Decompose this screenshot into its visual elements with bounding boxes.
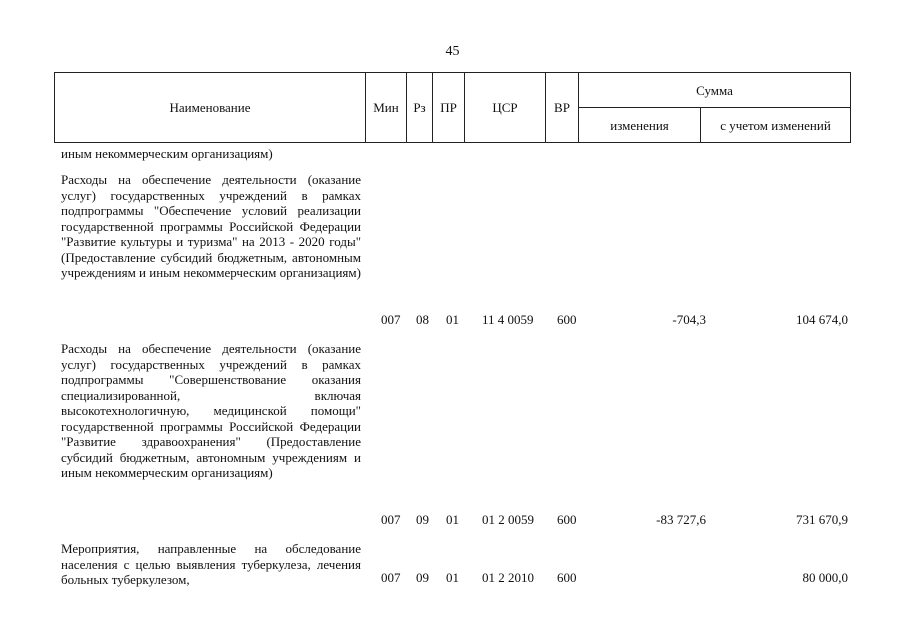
row-total: 104 674,0 [796,312,848,327]
header-change: изменения [579,108,701,143]
row-name: иным некоммерческим организациям) [61,146,273,161]
row-name: Мероприятия, направленные на обследование населения с целью выявления туберкулеза, лечения больных туберкулезом, [61,541,361,587]
row-vr: 600 [557,512,577,527]
header-min: Мин [366,73,407,143]
row-csr: 11 4 0059 [482,312,534,327]
row-min: 007 [381,570,401,585]
header-total: с учетом изменений [701,108,851,143]
row-pr: 01 [446,512,459,527]
row-total: 731 670,9 [796,512,848,527]
header-pr: ПР [433,73,465,143]
row-rz: 09 [416,570,429,585]
header-vr: ВР [546,73,579,143]
row-min: 007 [381,312,401,327]
header-rz: Рз [407,73,433,143]
row-csr: 01 2 0059 [482,512,534,527]
row-name: Расходы на обеспечение деятельности (оказание услуг) государственных учреждений в рамках подпрограммы "Совершенствование оказания специализированной, включая высокотехнологичную, медицинской помощи" государственной программы Российской Федерации "Развитие здравоохранения" (Предоставление субсидий бюджетным, автономным учреждениям и иным некоммерческим организациям) [61,341,361,480]
row-pr: 01 [446,570,459,585]
row-rz: 08 [416,312,429,327]
header-sum: Сумма [579,73,851,108]
row-vr: 600 [557,570,577,585]
header-name: Наименование [55,73,366,143]
header-csr: ЦСР [465,73,546,143]
row-pr: 01 [446,312,459,327]
row-min: 007 [381,512,401,527]
row-vr: 600 [557,312,577,327]
row-total: 80 000,0 [802,570,848,585]
row-change: -704,3 [672,312,706,327]
row-rz: 09 [416,512,429,527]
row-name: Расходы на обеспечение деятельности (оказание услуг) государственных учреждений в рамках подпрограммы "Обеспечение условий реализации государственной программы Российской Федерации "Развитие культуры и туризма" на 2013 - 2020 годы" (Предоставление субсидий бюджетным, автономным учреждениям и иным некоммерческим организациям) [61,172,361,280]
row-change: -83 727,6 [656,512,706,527]
row-csr: 01 2 2010 [482,570,534,585]
page-number: 45 [445,44,460,59]
table-header [54,72,851,143]
